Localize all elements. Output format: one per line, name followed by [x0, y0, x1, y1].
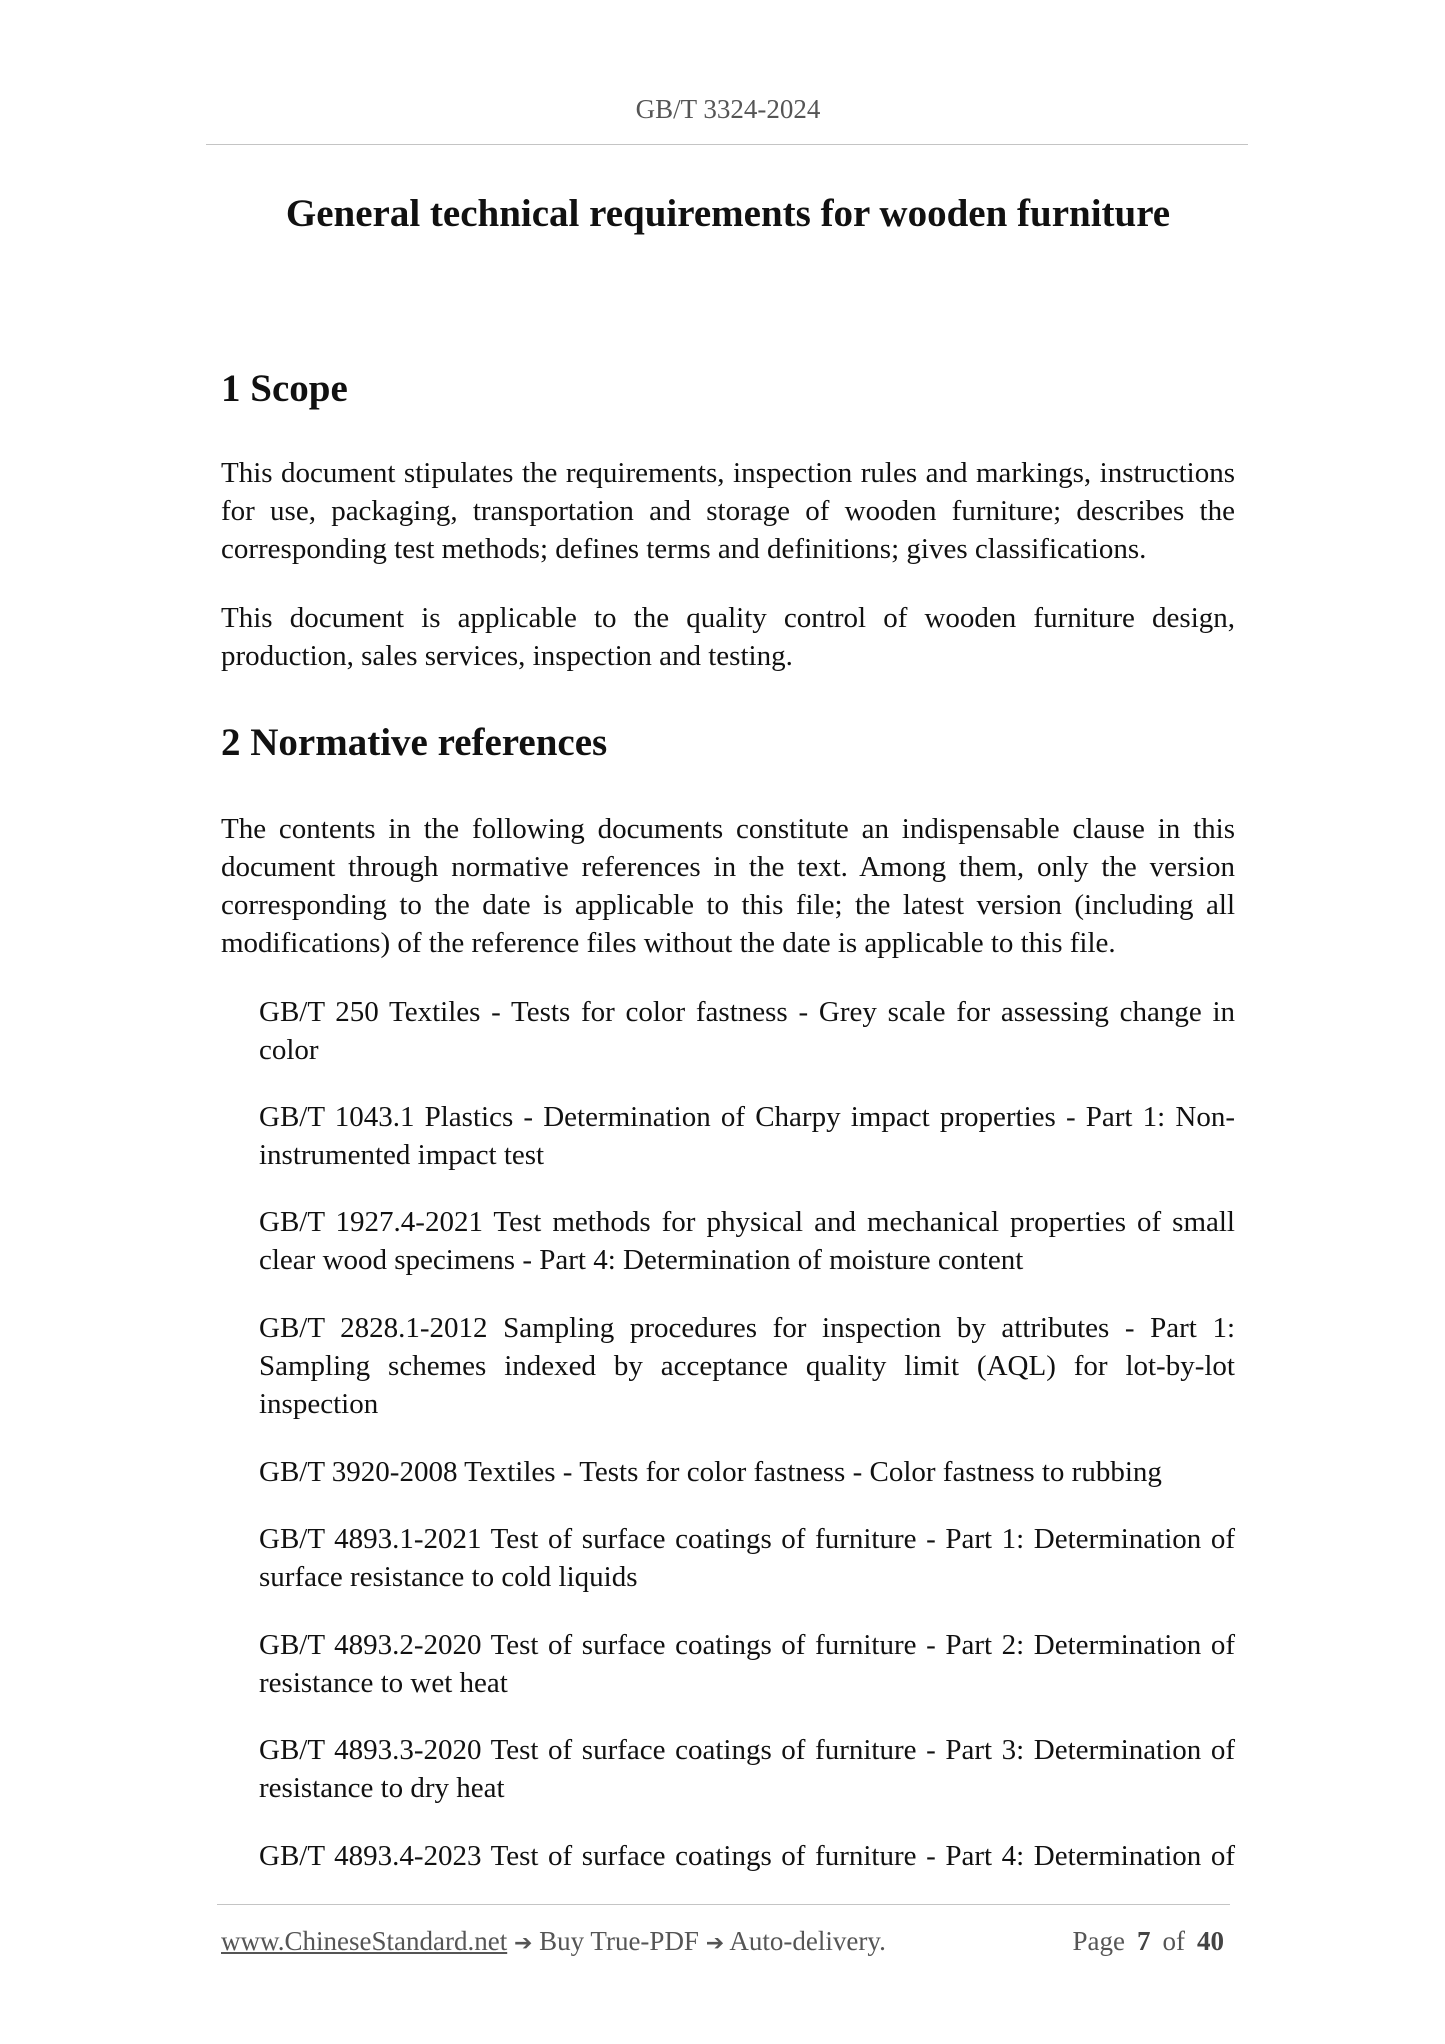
header-rule: [206, 144, 1248, 145]
normative-references-intro: [221, 810, 1235, 962]
paragraph-line: This document is applicable to the quality control of wooden furniture design,: [221, 602, 1235, 634]
reference-item: [259, 1520, 1235, 1596]
reference-line: surface resistance to cold liquids: [259, 1561, 638, 1593]
delivery-text: Auto-delivery.: [729, 1926, 886, 1956]
reference-line: GB/T 3920-2008 Textiles - Tests for color fastness - Color fastness to rubbing: [259, 1456, 1162, 1488]
section-heading-normative-references: 2 Normative references: [221, 721, 608, 764]
footer-rule: [217, 1904, 1230, 1905]
reference-item: [259, 1453, 1235, 1491]
paragraph-line: corresponding test methods; defines terms and definitions; gives classifications.: [221, 533, 1147, 565]
section-heading-scope: 1 Scope: [221, 367, 348, 410]
reference-item: [259, 1731, 1235, 1807]
reference-line: Sampling schemes indexed by acceptance quality limit (AQL) for lot-by-lot: [259, 1350, 1235, 1382]
page-total: 40: [1197, 1926, 1224, 1956]
reference-line: GB/T 250 Textiles - Tests for color fastness - Grey scale for assessing change in: [259, 996, 1235, 1028]
reference-line: resistance to wet heat: [259, 1667, 508, 1699]
footer-promo: [221, 1923, 886, 1962]
arrow-right-icon: ➔: [513, 1931, 533, 1956]
reference-line: GB/T 4893.4-2023 Test of surface coatings of furniture - Part 4: Determination of: [259, 1840, 1235, 1872]
scope-paragraph-2: [221, 599, 1235, 675]
paragraph-line: production, sales services, inspection and testing.: [221, 640, 793, 672]
reference-item: [259, 993, 1235, 1069]
reference-line: color: [259, 1034, 319, 1066]
reference-line: GB/T 4893.1-2021 Test of surface coatings of furniture - Part 1: Determination of: [259, 1523, 1235, 1555]
page-indicator: [1073, 1923, 1224, 1959]
paragraph-line: document through normative references in the text. Among them, only the version: [221, 851, 1235, 883]
reference-line: clear wood specimens - Part 4: Determination of moisture content: [259, 1244, 1024, 1276]
reference-line: GB/T 4893.2-2020 Test of surface coatings of furniture - Part 2: Determination of: [259, 1629, 1235, 1661]
site-link[interactable]: www.ChineseStandard.net: [221, 1926, 508, 1956]
reference-line: instrumented impact test: [259, 1139, 545, 1171]
reference-line: GB/T 1927.4-2021 Test methods for physical and mechanical properties of small: [259, 1206, 1235, 1238]
page-label: Page: [1072, 1926, 1125, 1956]
paragraph-line: for use, packaging, transportation and storage of wooden furniture; describes the: [221, 495, 1235, 527]
paragraph-line: The contents in the following documents constitute an indispensable clause in this: [221, 813, 1235, 845]
reference-line: resistance to dry heat: [259, 1772, 505, 1804]
reference-line: GB/T 2828.1-2012 Sampling procedures for inspection by attributes - Part 1:: [259, 1312, 1235, 1344]
reference-item: [259, 1098, 1235, 1174]
reference-item: [259, 1309, 1235, 1423]
running-header-doc-code: GB/T 3324-2024: [635, 94, 821, 124]
paragraph-line: corresponding to the date is applicable to this file; the latest version (including all: [221, 889, 1235, 921]
reference-line: inspection: [259, 1388, 379, 1420]
reference-item: [259, 1626, 1235, 1702]
document-title: General technical requirements for wooden furniture: [285, 192, 1171, 235]
page-current: 7: [1137, 1926, 1151, 1956]
reference-line: GB/T 4893.3-2020 Test of surface coatings of furniture - Part 3: Determination of: [259, 1734, 1235, 1766]
page-of-label: of: [1162, 1926, 1185, 1956]
paragraph-line: modifications) of the reference files without the date is applicable to this file.: [221, 927, 1116, 959]
reference-item: [259, 1203, 1235, 1279]
buy-text: Buy True-PDF: [539, 1926, 699, 1956]
scope-paragraph-1: [221, 454, 1235, 568]
reference-line: GB/T 1043.1 Plastics - Determination of Charpy impact properties - Part 1: Non-: [259, 1101, 1235, 1133]
paragraph-line: This document stipulates the requirements, inspection rules and markings, instructions: [221, 457, 1235, 489]
reference-item: [259, 1837, 1235, 1875]
arrow-right-icon: ➔: [705, 1931, 725, 1956]
